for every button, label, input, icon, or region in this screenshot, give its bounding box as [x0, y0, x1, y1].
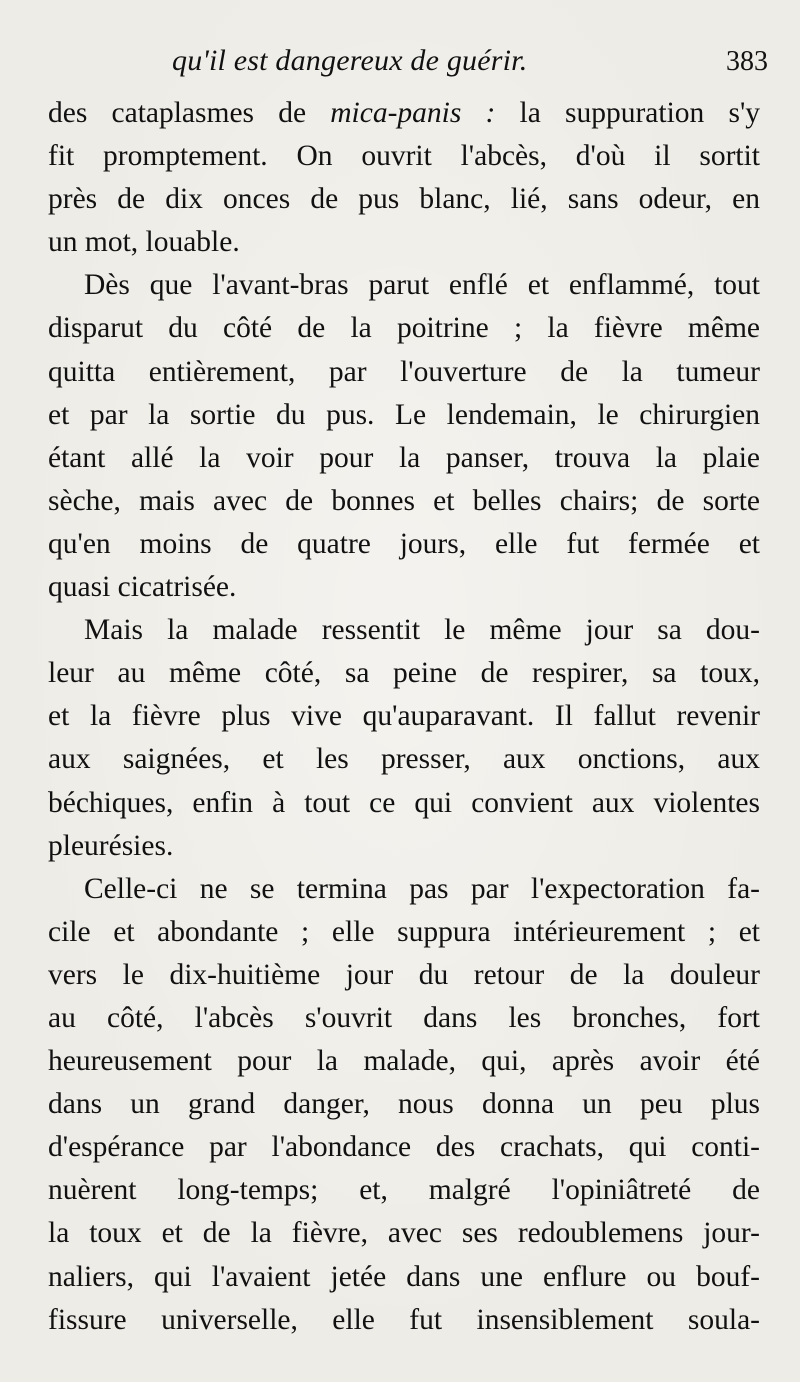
text-line	[48, 135, 760, 178]
text-line	[48, 1256, 760, 1299]
text-line	[48, 1040, 760, 1083]
text-segment: béchiques, enfin à tout ce qui convient aux violentes	[48, 786, 760, 819]
text-line	[48, 1169, 760, 1212]
text-line	[48, 609, 760, 652]
text-segment: aux saignées, et les presser, aux onctions, aux	[48, 743, 760, 776]
text-segment: Mais la malade ressentit le même jour sa dou-	[84, 614, 760, 647]
body-text	[48, 92, 760, 1342]
text-line	[48, 178, 760, 221]
text-line	[48, 221, 760, 264]
text-segment: nuèrent long-temps; et, malgré l'opiniâtreté de	[48, 1174, 760, 1207]
text-segment: la suppuration s'y	[495, 97, 760, 129]
text-line	[48, 1126, 760, 1169]
text-segment: heureusement pour la malade, qui, après avoir été	[48, 1045, 760, 1078]
text-line	[48, 480, 760, 523]
text-line	[48, 566, 760, 609]
text-segment: sèche, mais avec de bonnes et belles chairs; de sorte	[48, 484, 760, 517]
text-segment: qu'en moins de quatre jours, elle fut fermée et	[48, 527, 760, 560]
text-segment: vers le dix-huitième jour du retour de la douleur	[48, 958, 760, 991]
text-segment: quasi cicatrisée.	[48, 571, 237, 604]
text-line	[48, 1083, 760, 1126]
text-line	[48, 351, 760, 394]
text-line	[48, 825, 760, 868]
text-line	[48, 437, 760, 480]
page-header	[0, 44, 800, 84]
text-line	[48, 911, 760, 954]
text-line	[48, 695, 760, 738]
paragraph	[48, 609, 760, 868]
running-title: qu'il est dangereux de guérir.	[172, 44, 528, 77]
text-segment: étant allé la voir pour la panser, trouva la plaie	[48, 441, 760, 474]
text-line	[48, 738, 760, 781]
page-number: 383	[726, 46, 768, 77]
text-line	[48, 1299, 760, 1342]
text-segment: d'espérance par l'abondance des crachats, qui conti-	[48, 1131, 760, 1164]
text-line	[48, 264, 760, 307]
text-line	[48, 652, 760, 695]
text-line	[48, 307, 760, 350]
text-segment: Dès que l'avant-bras parut enflé et enflammé, tout	[84, 269, 760, 302]
text-segment: disparut du côté de la poitrine ; la fièvre même	[48, 312, 760, 345]
italic-text: mica-panis :	[330, 97, 496, 129]
text-line	[48, 92, 760, 135]
text-segment: des cataplasmes de	[48, 97, 331, 129]
text-line	[48, 997, 760, 1040]
text-segment: quitta entièrement, par l'ouverture de la tumeur	[48, 355, 760, 388]
text-line	[48, 782, 760, 825]
text-segment: fissure universelle, elle fut insensiblement soula-	[48, 1303, 760, 1336]
text-segment: au côté, l'abcès s'ouvrit dans les bronches, fort	[48, 1001, 760, 1034]
text-segment: un mot, louable.	[48, 226, 240, 259]
paragraph	[48, 92, 760, 264]
text-line	[48, 868, 760, 911]
text-segment: cile et abondante ; elle suppura intérieurement ; et	[48, 915, 760, 948]
text-segment: fit promptement. On ouvrit l'abcès, d'où il sortit	[48, 140, 760, 173]
paragraph	[48, 264, 760, 609]
text-segment: la toux et de la fièvre, avec ses redoublemens jour-	[48, 1217, 760, 1250]
text-segment: naliers, qui l'avaient jetée dans une enflure ou bouf-	[48, 1260, 760, 1293]
text-line	[48, 954, 760, 997]
text-line	[48, 523, 760, 566]
text-segment: pleurésies.	[48, 829, 174, 862]
text-line	[48, 1212, 760, 1255]
text-segment: près de dix onces de pus blanc, lié, sans odeur, en	[48, 183, 760, 216]
text-segment: leur au même côté, sa peine de respirer, sa toux,	[48, 657, 760, 690]
text-line	[48, 394, 760, 437]
text-segment: dans un grand danger, nous donna un peu plus	[48, 1088, 760, 1121]
text-segment: et la fièvre plus vive qu'auparavant. Il fallut revenir	[48, 700, 760, 733]
text-segment: et par la sortie du pus. Le lendemain, le chirurgien	[48, 398, 760, 431]
text-segment: Celle-ci ne se termina pas par l'expectoration fa-	[84, 872, 760, 905]
paragraph	[48, 868, 760, 1342]
